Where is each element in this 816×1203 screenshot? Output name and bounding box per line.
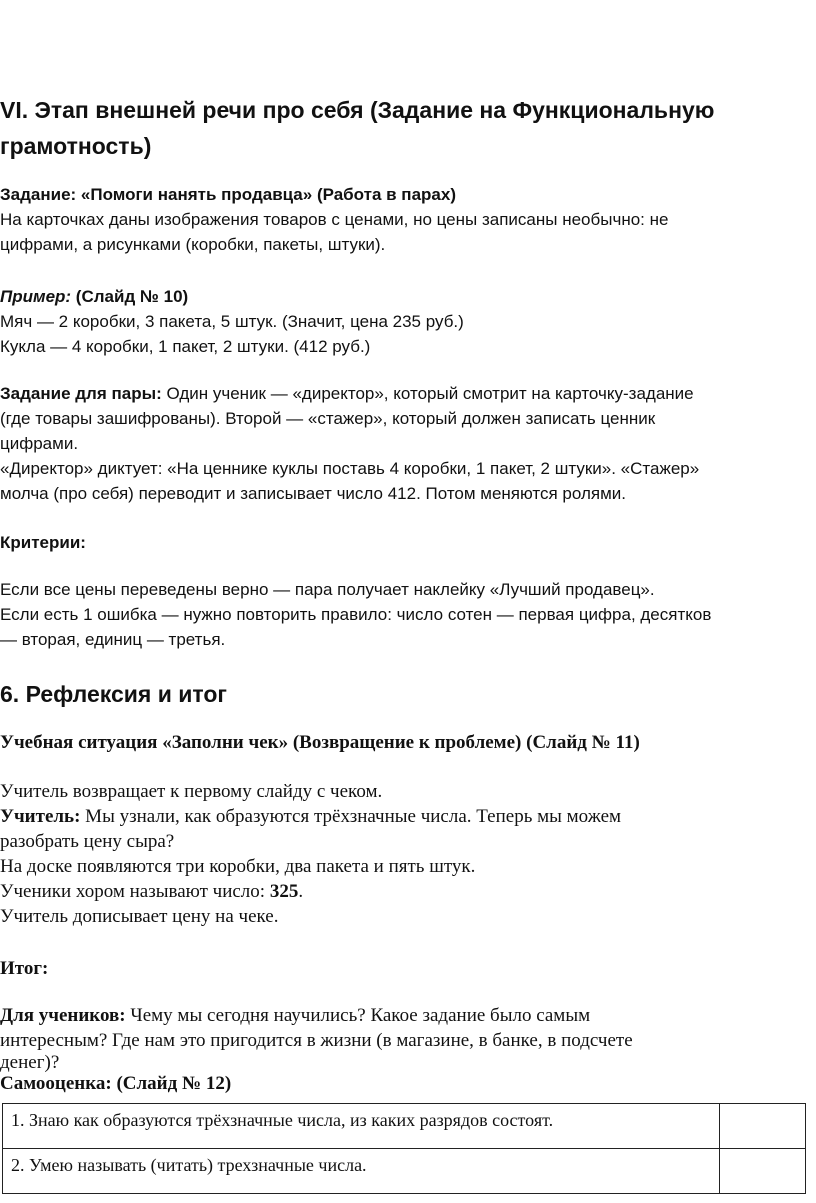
criteria-line-1: Если все цены переведены верно — пара получает наклейку «Лучший продавец».: [0, 580, 655, 599]
pair-text-line-3: цифрами.: [0, 434, 79, 453]
criteria-block: [0, 530, 808, 555]
example-slide: (Слайд № 10): [71, 287, 189, 306]
summary-title: Итог:: [0, 958, 49, 979]
summary-block: [0, 956, 808, 981]
example-line-1: Мяч — 2 коробки, 3 пакета, 5 штук. (Значит, цена 235 руб.): [0, 312, 464, 331]
criteria-title: Критерии:: [0, 533, 86, 552]
table-row: [3, 1149, 806, 1194]
price-line: Учитель дописывает цену на чеке.: [0, 906, 279, 927]
situation-title: Учебная ситуация «Заполни чек» (Возвращение к проблеме) (Слайд № 11): [0, 732, 640, 753]
self-assessment-table: [2, 1103, 806, 1194]
chorus-dot: .: [298, 881, 304, 902]
students-text-line-3: денег)?: [0, 1052, 60, 1073]
chorus-number: 325: [269, 881, 299, 902]
board-line: На доске появляются три коробки, два пакета и пять штук.: [0, 856, 476, 877]
mark-cell[interactable]: [719, 1149, 805, 1194]
example-line-2: Кукла — 4 коробки, 1 пакет, 2 штуки. (412 руб.): [0, 337, 371, 356]
chorus-line: Ученики хором называют число:: [0, 881, 270, 902]
task-text-line-1: На карточках даны изображения товаров с ценами, но цены записаны необычно: не: [0, 210, 669, 229]
pair-text-line-4: «Директор» диктует: «На ценнике куклы поставь 4 коробки, 1 пакет, 2 штуки». «Стажер»: [0, 459, 700, 478]
pair-text-line-5: молча (про себя) переводит и записывает число 412. Потом меняются ролями.: [0, 484, 626, 503]
table-cell: 2. Умею называть (читать) трехзначные числа.: [3, 1149, 720, 1194]
section-vi-heading: [0, 92, 808, 164]
pair-task-block: [0, 381, 808, 506]
students-text-line-2: интересным? Где нам это пригодится в жизни (в магазине, в банке, в подсчете: [0, 1030, 633, 1051]
situation-block: [0, 730, 808, 755]
criteria-line-3: — вторая, единиц — третья.: [0, 630, 226, 649]
teacher-label: Учитель:: [0, 806, 81, 827]
criteria-line-2: Если есть 1 ошибка — нужно повторить правило: число сотен — первая цифра, десятков: [0, 605, 712, 624]
example-label: Пример:: [0, 287, 72, 306]
students-block: [0, 1003, 808, 1095]
situation-line-1: Учитель возвращает к первому слайду с чеком.: [0, 781, 383, 802]
task-title: Задание: «Помоги нанять продавца» (Работа в парах): [0, 185, 456, 204]
section-6-title: 6. Рефлексия и итог: [0, 681, 227, 707]
students-label: Для учеников:: [0, 1005, 126, 1026]
section-vi-title-line-1: VI. Этап внешней речи про себя (Задание на Функциональную: [0, 97, 715, 123]
teacher-text-line-2: разобрать цену сыра?: [0, 831, 175, 852]
table-row: [3, 1104, 806, 1149]
self-assessment-title: Самооценка: (Слайд № 12): [0, 1073, 232, 1094]
table-cell: 1. Знаю как образуются трёхзначные числа, из каких разрядов состоят.: [3, 1104, 720, 1149]
pair-label: Задание для пары:: [0, 384, 162, 403]
pair-text-line-1: Один ученик — «директор», который смотрит на карточку-задание: [161, 384, 694, 403]
section-vi-title-line-2: грамотность): [0, 133, 152, 159]
teacher-text-line-1: Мы узнали, как образуются трёхзначные числа. Теперь мы можем: [80, 806, 622, 827]
task-block: [0, 182, 808, 257]
criteria-list: [0, 577, 808, 652]
pair-text-line-2: (где товары зашифрованы). Второй — «стажер», который должен записать ценник: [0, 409, 656, 428]
mark-cell[interactable]: [719, 1104, 805, 1149]
task-text-line-2: цифрами, а рисунками (коробки, пакеты, штуки).: [0, 235, 386, 254]
situation-text-block: [0, 779, 808, 929]
example-block: [0, 284, 808, 359]
students-text-line-1: Чему мы сегодня научились? Какое задание было самым: [125, 1005, 591, 1026]
